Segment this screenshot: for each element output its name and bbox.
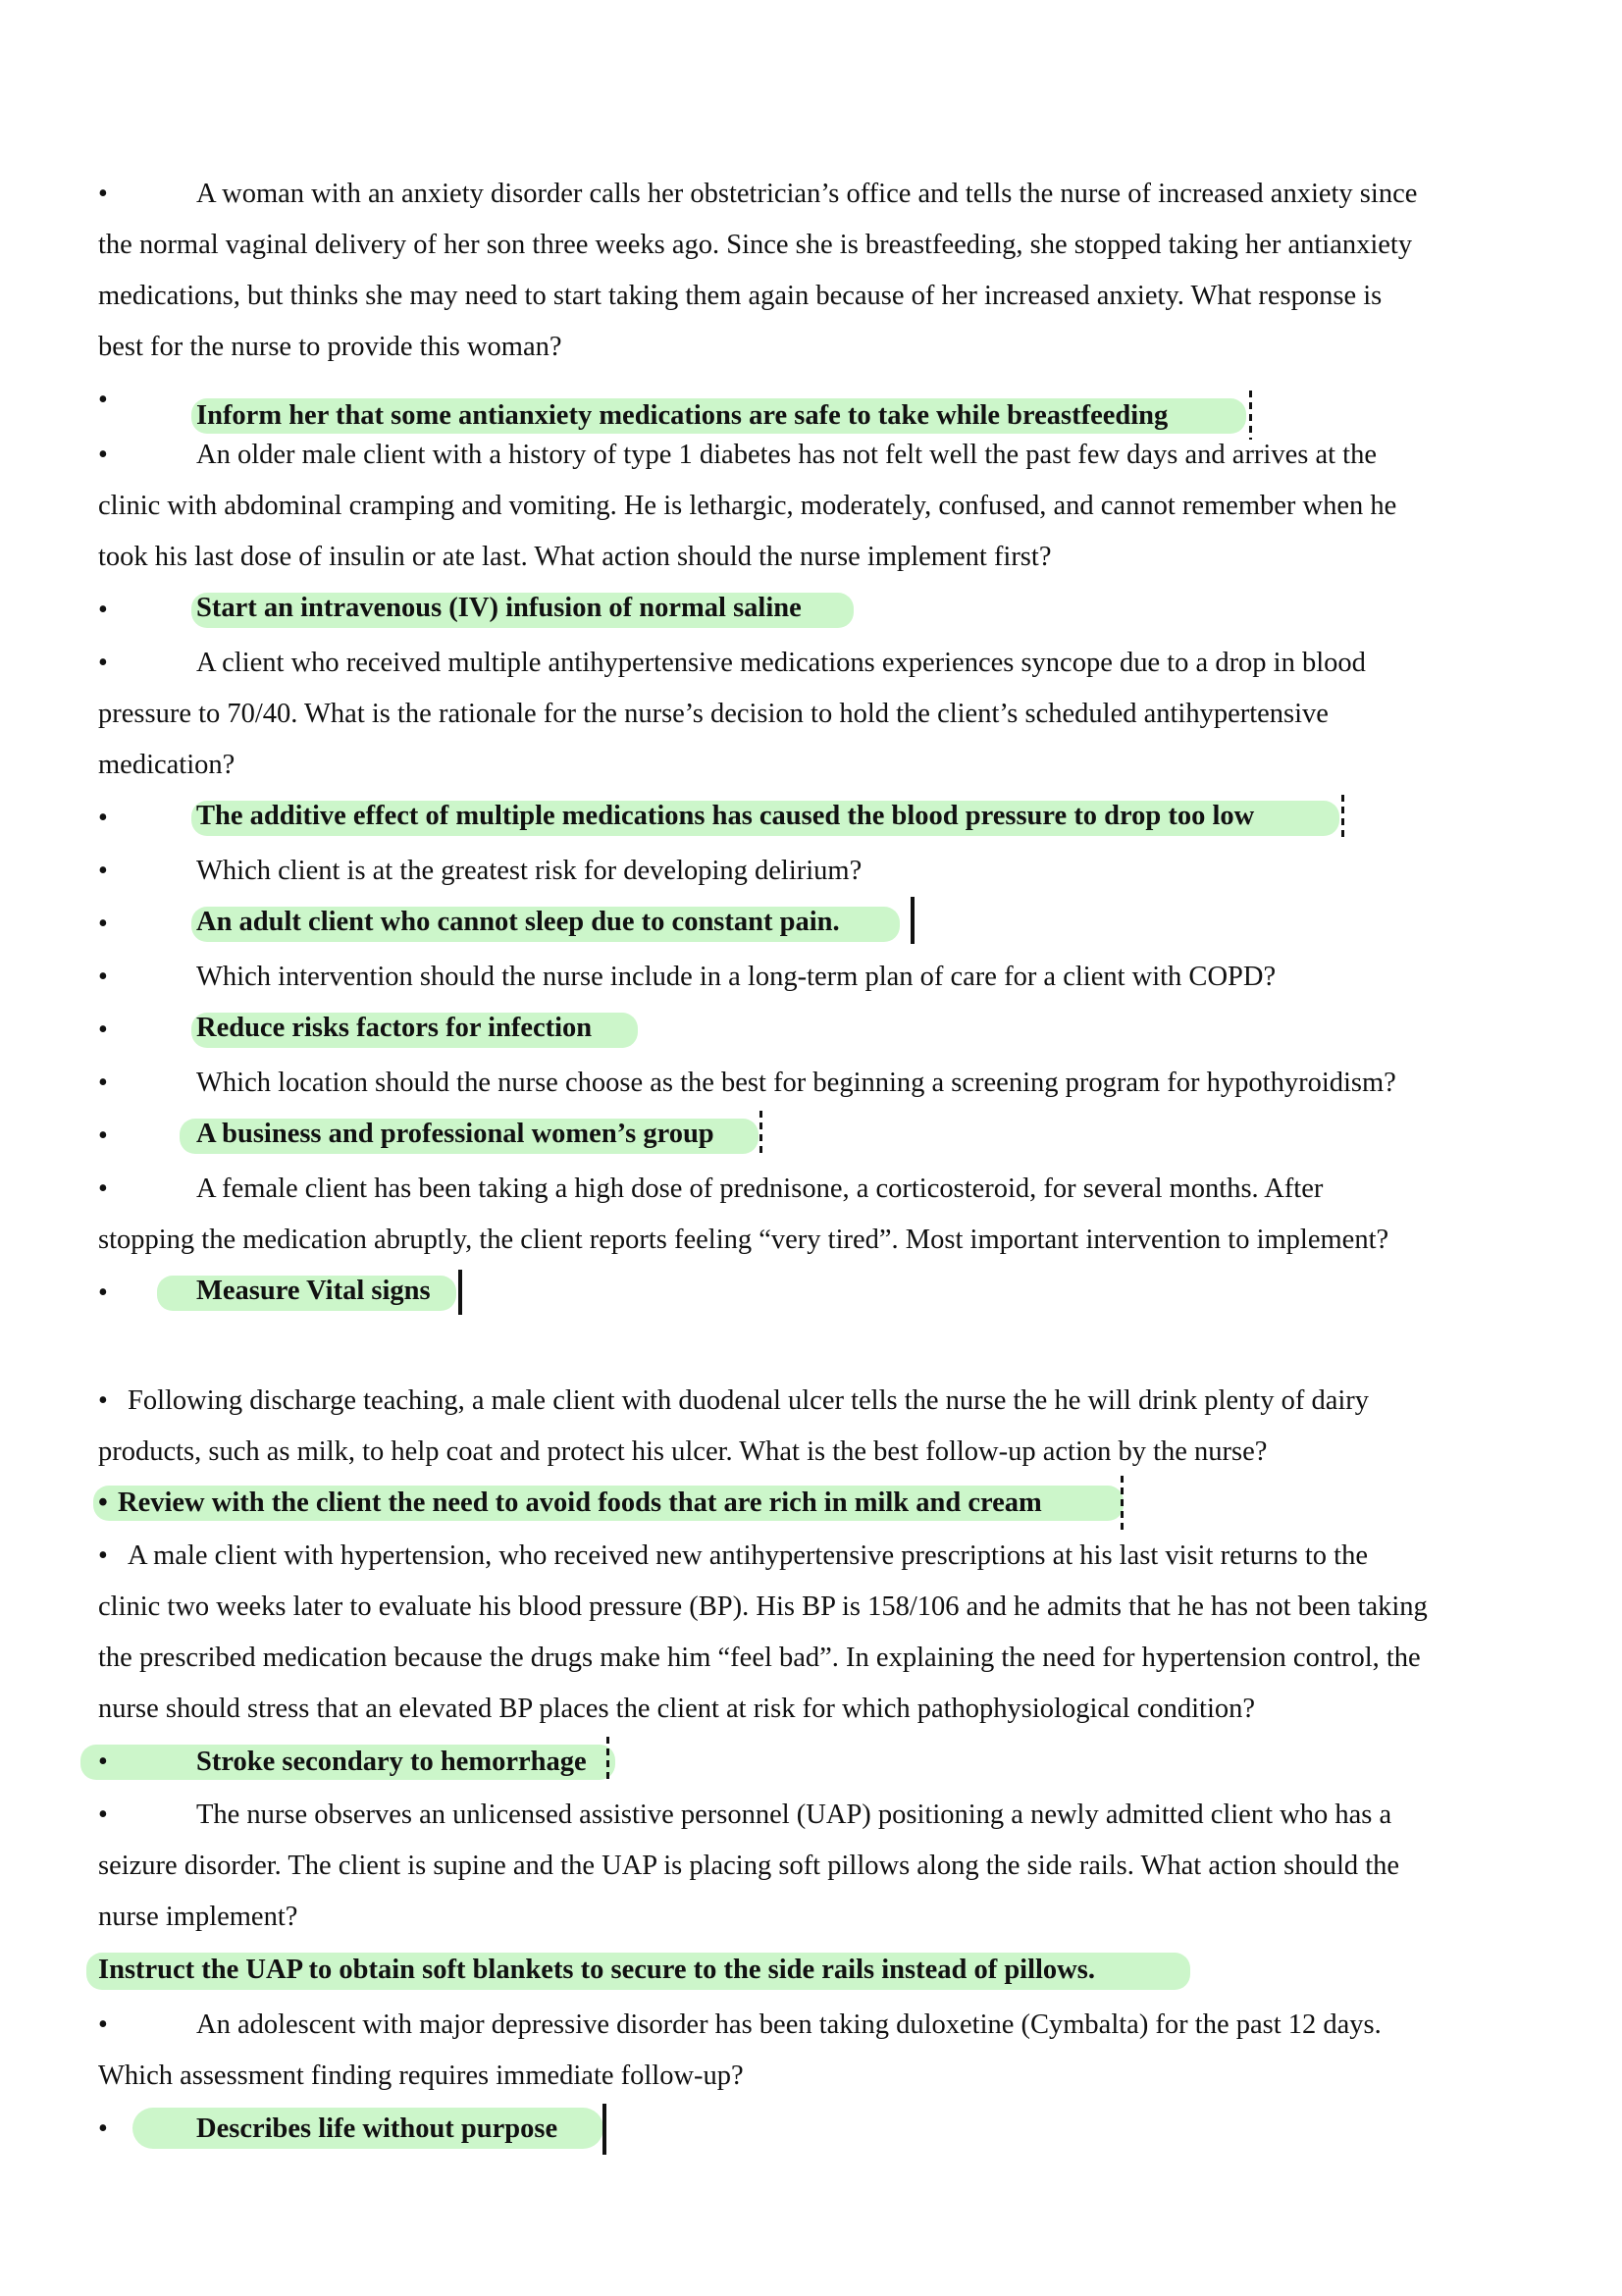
answer-2: Start an intravenous (IV) infusion of normal saline [196,593,802,623]
bullet: • [98,648,108,678]
answer-1: Inform her that some antianxiety medications are safe to take while breastfeeding [196,400,1169,431]
answer-9: Stroke secondary to hemorrhage [196,1747,587,1777]
question-3-line-1: A client who received multiple antihypertensive medications experiences syncope due to a drop in blood [196,648,1366,678]
question-1-line-4: best for the nurse to provide this woman? [98,332,562,362]
text-cursor [602,2104,606,2155]
question-10-line-1: The nurse observes an unlicensed assistive personnel (UAP) positioning a newly admitted client who has a [196,1800,1392,1830]
bullet: • [98,2113,108,2144]
question-2-line-3: took his last dose of insulin or ate last. What action should the nurse implement first? [98,542,1052,572]
question-2-line-2: clinic with abdominal cramping and vomiting. He is lethargic, moderately, confused, and cannot remember when he [98,491,1397,521]
question-10-line-2: seizure disorder. The client is supine and the UAP is placing soft pillows along the side rails. What action should the [98,1851,1400,1881]
bullet: • [98,856,108,886]
bullet: • [98,1278,108,1308]
question-1-line-1: A woman with an anxiety disorder calls her obstetrician’s office and tells the nurse of increased anxiety since [196,179,1418,209]
bullet: • [98,440,108,470]
question-11-line-2: Which assessment finding requires immediate follow-up? [98,2061,744,2091]
question-9-line-3: the prescribed medication because the drugs make him “feel bad”. In explaining the need for hypertension control, the [98,1643,1421,1673]
bullet: • [98,1800,108,1830]
bullet: • [98,803,108,833]
answer-5: Reduce risks factors for infection [196,1013,593,1043]
bullet: • [98,1487,108,1518]
answer-8: Review with the client the need to avoid foods that are rich in milk and cream [118,1487,1042,1518]
question-7-line-1: A female client has been taking a high dose of prednisone, a corticosteroid, for several months. After [196,1174,1324,1204]
question-9-line-1: A male client with hypertension, who received new antihypertensive prescriptions at his last visit returns to the [128,1540,1368,1571]
bullet: • [98,1385,108,1416]
text-cursor [606,1737,609,1784]
text-cursor [1341,795,1344,840]
question-2-line-1: An older male client with a history of type 1 diabetes has not felt well the past few days and arrives at the [196,440,1377,470]
question-9-line-4: nurse should stress that an elevated BP places the client at risk for which pathophysiological condition? [98,1694,1256,1724]
bullet: • [98,1174,108,1204]
answer-7: Measure Vital signs [196,1276,431,1306]
answer-4: An adult client who cannot sleep due to constant pain. [196,907,840,937]
question-10-line-3: nurse implement? [98,1902,298,1932]
bullet: • [98,1121,108,1151]
bullet: • [98,909,108,939]
question-4-line-1: Which client is at the greatest risk for developing delirium? [196,856,863,886]
question-3-line-2: pressure to 70/40. What is the rationale for the nurse’s decision to hold the client’s scheduled antihypertensive [98,699,1329,729]
bullet: • [98,595,108,625]
question-5-line-1: Which intervention should the nurse include in a long-term plan of care for a client with COPD? [196,962,1277,992]
question-7-line-2: stopping the medication abruptly, the client reports feeling “very tired”. Most important intervention to implement? [98,1225,1389,1255]
text-cursor [759,1111,762,1156]
answer-10: Instruct the UAP to obtain soft blankets to secure to the side rails instead of pillows. [98,1955,1095,1985]
question-1-line-3: medications, but thinks she may need to start taking them again because of her increased anxiety. What response is [98,281,1383,311]
question-8-line-2: products, such as milk, to help coat and protect his ulcer. What is the best follow-up action by the nurse? [98,1436,1268,1467]
text-cursor [458,1270,462,1315]
question-3-line-3: medication? [98,750,235,780]
answer-3: The additive effect of multiple medications has caused the blood pressure to drop too low [196,801,1255,831]
bullet: • [98,1747,108,1777]
text-cursor [1249,391,1252,440]
answer-6: A business and professional women’s group [196,1119,714,1149]
bullet: • [98,2009,108,2040]
bullet: • [98,1540,108,1571]
question-9-line-2: clinic two weeks later to evaluate his blood pressure (BP). His BP is 158/106 and he admits that he has not been taking [98,1592,1428,1622]
text-cursor [1121,1476,1124,1531]
question-11-line-1: An adolescent with major depressive disorder has been taking duloxetine (Cymbalta) for the past 12 days. [196,2009,1382,2040]
bullet: • [98,1015,108,1045]
bullet: • [98,385,108,415]
text-cursor [911,897,915,944]
question-6-line-1: Which location should the nurse choose as the best for beginning a screening program for hypothyroidism? [196,1068,1396,1098]
question-8-line-1: Following discharge teaching, a male client with duodenal ulcer tells the nurse the he will drink plenty of dairy [128,1385,1370,1416]
answer-11: Describes life without purpose [196,2113,558,2144]
bullet: • [98,962,108,992]
bullet: • [98,179,108,209]
bullet: • [98,1068,108,1098]
question-1-line-2: the normal vaginal delivery of her son three weeks ago. Since she is breastfeeding, she stopped taking her antianxiety [98,230,1413,260]
